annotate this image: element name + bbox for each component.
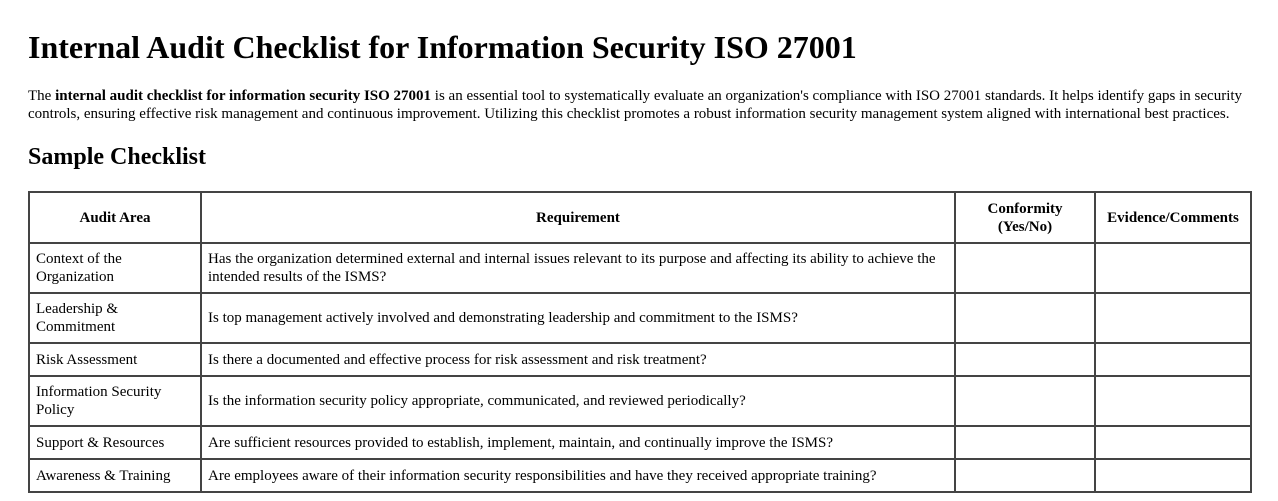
cell-audit-area: Context of the Organization bbox=[29, 243, 201, 293]
cell-conformity bbox=[955, 426, 1095, 459]
table-row bbox=[29, 376, 1251, 426]
cell-evidence bbox=[1095, 376, 1251, 426]
cell-conformity bbox=[955, 459, 1095, 492]
cell-conformity bbox=[955, 376, 1095, 426]
intro-paragraph bbox=[28, 87, 1250, 123]
cell-requirement: Is the information security policy appropriate, communicated, and reviewed periodically? bbox=[201, 376, 955, 426]
cell-evidence bbox=[1095, 293, 1251, 343]
cell-conformity bbox=[955, 243, 1095, 293]
intro-prefix: The bbox=[28, 88, 56, 104]
checklist-table bbox=[28, 191, 1252, 493]
cell-evidence bbox=[1095, 343, 1251, 376]
cell-requirement: Are employees aware of their information security responsibilities and have they received appropriate training? bbox=[201, 459, 955, 492]
intro-bold-term: internal audit checklist for information security ISO 27001 bbox=[55, 88, 432, 104]
cell-requirement: Are sufficient resources provided to establish, implement, maintain, and continually improve the ISMS? bbox=[201, 426, 955, 459]
intro-suffix: is an essential tool to systematically evaluate an organization's compliance with ISO 27001 standards. It helps identify gaps in security controls, ensuring effective risk management and continuous improvement. Utilizing this checklist promotes a robust information security management system aligned with international best practices. bbox=[28, 88, 1243, 122]
table-row bbox=[29, 459, 1251, 492]
cell-requirement: Is top management actively involved and demonstrating leadership and commitment to the ISMS? bbox=[201, 293, 955, 343]
cell-requirement: Is there a documented and effective process for risk assessment and risk treatment? bbox=[201, 343, 955, 376]
cell-audit-area: Leadership & Commitment bbox=[29, 293, 201, 343]
cell-requirement: Has the organization determined external and internal issues relevant to its purpose and affecting its ability to achieve the intended results of the ISMS? bbox=[201, 243, 955, 293]
header-conformity: Conformity (Yes/No) bbox=[955, 192, 1095, 243]
header-requirement: Requirement bbox=[201, 192, 955, 243]
cell-audit-area: Support & Resources bbox=[29, 426, 201, 459]
section-title: Sample Checklist bbox=[28, 144, 207, 170]
table-header-row bbox=[29, 192, 1251, 243]
cell-audit-area: Information Security Policy bbox=[29, 376, 201, 426]
table-row bbox=[29, 426, 1251, 459]
cell-conformity bbox=[955, 293, 1095, 343]
header-audit-area: Audit Area bbox=[29, 192, 201, 243]
cell-evidence bbox=[1095, 426, 1251, 459]
cell-conformity bbox=[955, 343, 1095, 376]
cell-evidence bbox=[1095, 243, 1251, 293]
page-title: Internal Audit Checklist for Information Security ISO 27001 bbox=[28, 29, 857, 65]
table-row bbox=[29, 243, 1251, 293]
table-row bbox=[29, 343, 1251, 376]
cell-audit-area: Risk Assessment bbox=[29, 343, 201, 376]
table-row bbox=[29, 293, 1251, 343]
cell-audit-area: Awareness & Training bbox=[29, 459, 201, 492]
header-evidence: Evidence/Comments bbox=[1095, 192, 1251, 243]
cell-evidence bbox=[1095, 459, 1251, 492]
